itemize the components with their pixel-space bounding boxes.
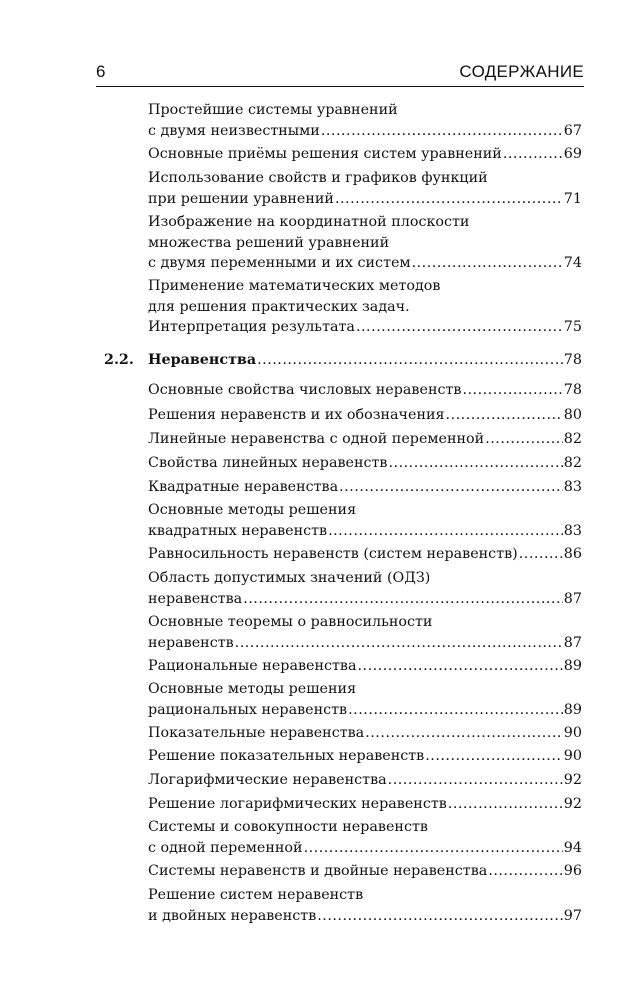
toc-entry-page: 67 — [563, 122, 582, 139]
dot-leader — [358, 656, 563, 677]
dot-leader — [243, 589, 563, 610]
dot-leader — [339, 477, 563, 498]
toc-entry-page: 89 — [563, 701, 582, 718]
toc-entry-title: Рациональные неравенства — [148, 658, 357, 674]
dot-leader — [356, 317, 563, 338]
dot-leader — [304, 838, 563, 859]
toc-entry-title: Решение логарифмических неравенств — [148, 796, 447, 812]
toc-entry[interactable] — [148, 770, 582, 791]
toc-entry[interactable] — [148, 656, 582, 677]
dot-leader — [317, 906, 563, 927]
dot-leader — [348, 700, 563, 721]
toc-entry[interactable] — [148, 568, 582, 609]
toc-entry[interactable] — [148, 817, 582, 858]
toc-entry[interactable] — [148, 612, 582, 653]
toc-entry-title: Системы неравенств и двойные неравенства — [148, 863, 488, 879]
toc-entry-page: 89 — [563, 658, 582, 674]
toc-entry-line: Основные методы решения — [148, 502, 357, 518]
toc-entry-page: 75 — [563, 319, 582, 335]
dot-leader — [412, 253, 563, 274]
toc-entry[interactable] — [148, 746, 582, 767]
dot-leader — [335, 189, 563, 210]
section-page: 78 — [563, 352, 582, 368]
toc-entry-page: 74 — [563, 255, 582, 271]
toc-entry[interactable] — [148, 212, 582, 274]
toc-entry[interactable] — [148, 500, 582, 541]
toc-entry-page: 71 — [563, 190, 582, 207]
toc-entry-page: 78 — [563, 382, 582, 398]
toc-entry-title: Равносильность неравенств (систем неравенств) — [148, 546, 518, 562]
toc-entry[interactable] — [148, 276, 582, 338]
toc-entry-page: 82 — [563, 455, 582, 471]
page-header — [96, 62, 584, 87]
dot-leader — [257, 350, 563, 371]
toc-entry[interactable] — [148, 794, 582, 815]
toc-entry-page: 83 — [563, 479, 582, 495]
toc-entry-title: Логарифмические неравенства — [148, 772, 387, 788]
toc-entry-page: 80 — [563, 407, 582, 423]
dot-leader — [448, 794, 563, 815]
toc-entry-page: 92 — [563, 772, 582, 788]
toc-entry-line: Системы и совокупности неравенств — [148, 819, 428, 835]
toc-entry-title: Показательные неравенства — [148, 725, 365, 741]
toc-entry-title: Интерпретация результата — [148, 319, 355, 335]
toc-entry[interactable] — [148, 679, 582, 720]
section-number: 2.2. — [104, 352, 134, 368]
toc-entry-title: Решения неравенств и их обозначения — [148, 407, 445, 423]
toc-entry-title: Линейные неравенства с одной переменной — [148, 431, 485, 447]
toc-entry-line: Простейшие системы уравнений — [148, 102, 398, 118]
toc-entry-page: 87 — [563, 634, 582, 651]
dot-leader — [485, 429, 563, 450]
dot-leader — [519, 544, 563, 565]
toc-entry[interactable] — [148, 477, 582, 498]
toc-entry-title: и двойных неравенств — [148, 907, 317, 924]
toc-entry-page: 96 — [563, 863, 582, 879]
toc-entry-page: 69 — [563, 146, 582, 162]
toc-entry-title: Основные свойства числовых неравенств — [148, 382, 462, 398]
toc-entry-line: Основные методы решения — [148, 681, 357, 697]
dot-leader — [365, 723, 563, 744]
toc-entry-line: Решение систем неравенств — [148, 887, 364, 903]
toc-entry-title: при решении уравнений — [148, 190, 334, 207]
toc-entry-title: рациональных неравенств — [148, 701, 348, 718]
toc-entry[interactable] — [148, 144, 582, 165]
toc-section[interactable] — [104, 350, 582, 371]
toc-entry[interactable] — [148, 429, 582, 450]
toc-entry[interactable] — [148, 405, 582, 426]
toc-entry-page: 90 — [563, 725, 582, 741]
toc-entry-line: Область допустимых значений (ОДЗ) — [148, 570, 431, 586]
dot-leader — [388, 770, 563, 791]
section-title: Неравенства — [148, 352, 257, 368]
toc-entry-line: Основные теоремы о равносильности — [148, 614, 433, 630]
dot-leader — [388, 453, 562, 474]
toc-entry-page: 83 — [563, 522, 582, 539]
page-number: 6 — [96, 62, 106, 81]
toc-entry[interactable] — [148, 544, 582, 565]
toc-entry-line: Использование свойств и графиков функций — [148, 170, 488, 186]
toc-entry-title: Квадратные неравенства — [148, 479, 339, 495]
toc-entry-title: Свойства линейных неравенств — [148, 455, 388, 471]
toc-entry-page: 82 — [563, 431, 582, 447]
toc-entry-line: для решения практических задач. — [148, 298, 410, 315]
toc-entry-page: 90 — [563, 748, 582, 764]
toc-entry[interactable] — [148, 380, 582, 401]
toc-entry-title: квадратных неравенств — [148, 522, 328, 539]
toc-entry-page: 97 — [563, 907, 582, 924]
toc-entry-page: 94 — [563, 839, 582, 856]
toc-entry[interactable] — [148, 168, 582, 209]
toc-entry-title: Основные приёмы решения систем уравнений — [148, 146, 502, 162]
toc-entry-line: Применение математических методов — [148, 278, 441, 294]
toc-entry-title: Решение показательных неравенств — [148, 748, 425, 764]
dot-leader — [235, 633, 563, 654]
toc-entry-title: неравенства — [148, 590, 243, 607]
toc-entry-title: с двумя переменными и их систем — [148, 255, 411, 271]
dot-leader — [446, 405, 563, 426]
dot-leader — [462, 380, 562, 401]
toc-entry-page: 87 — [563, 590, 582, 607]
toc-entry[interactable] — [148, 861, 582, 882]
toc-entry[interactable] — [148, 723, 582, 744]
toc-entry[interactable] — [148, 100, 582, 141]
dot-leader — [321, 121, 563, 142]
toc-entry-page: 86 — [563, 546, 582, 562]
toc-entry-title: неравенств — [148, 634, 234, 651]
dot-leader — [488, 861, 563, 882]
toc-entry-page: 92 — [563, 796, 582, 812]
running-title: СОДЕРЖАНИЕ — [459, 62, 584, 81]
toc-entry[interactable] — [148, 453, 582, 474]
toc-entry-line: множества решений уравнений — [148, 234, 390, 251]
dot-leader — [503, 144, 563, 165]
dot-leader — [328, 521, 563, 542]
dot-leader — [425, 746, 563, 767]
toc-entry-title: с одной переменной — [148, 839, 303, 856]
toc-entry[interactable] — [148, 885, 582, 926]
toc-entry-line: Изображение на координатной плоскости — [148, 214, 470, 230]
toc-entry-title: с двумя неизвестными — [148, 122, 320, 139]
